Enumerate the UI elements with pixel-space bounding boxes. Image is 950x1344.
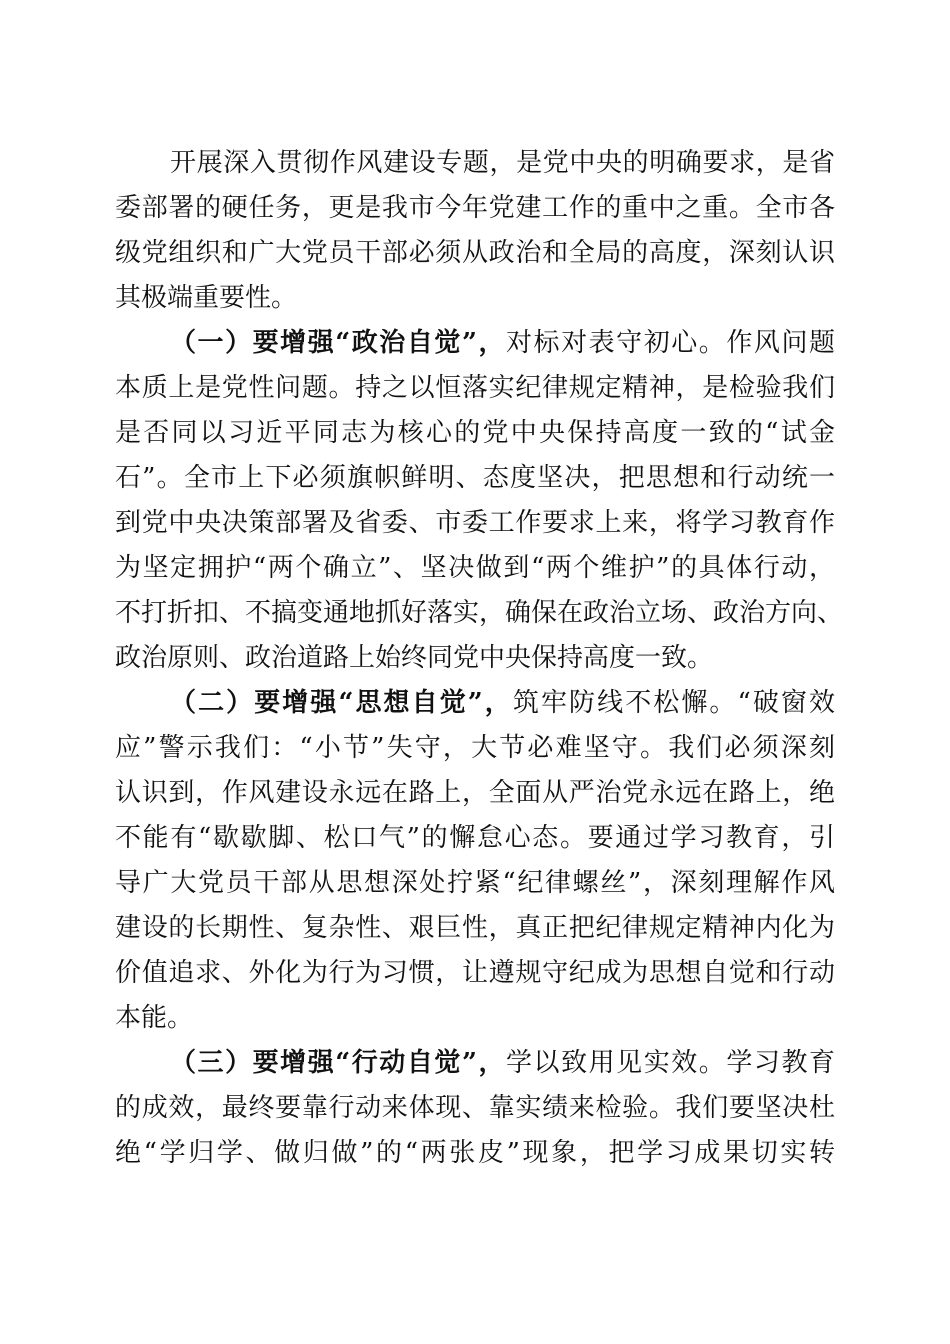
paragraph-line: 委部署的硬任务，更是我市今年党建工作的重中之重。全市各 <box>115 193 835 223</box>
paragraph-line: 价值追求、外化为行为习惯，让遵规守纪成为思想自觉和行动 <box>115 958 835 988</box>
paragraph-line: 本质上是党性问题。持之以恒落实纪律规定精神，是检验我们 <box>115 373 835 403</box>
paragraph-line: 绝“学归学、做归做”的“两张皮”现象，把学习成果切实转 <box>115 1138 835 1168</box>
section-1-first-line <box>170 323 835 363</box>
paragraph-line: 是否同以习近平同志为核心的党中央保持高度一致的“试金 <box>115 418 835 448</box>
paragraph-line: 开展深入贯彻作风建设专题，是党中央的明确要求，是省 <box>170 148 835 178</box>
paragraph-line: 应”警示我们：“小节”失守，大节必难坚守。我们必须深刻 <box>115 733 835 763</box>
section-2-first-line <box>170 683 835 723</box>
paragraph-line: 建设的长期性、复杂性、艰巨性，真正把纪律规定精神内化为 <box>115 913 835 943</box>
paragraph-line: 政治原则、政治道路上始终同党中央保持高度一致。 <box>115 643 714 673</box>
paragraph-line: 其极端重要性。 <box>115 283 298 313</box>
paragraph-line: 级党组织和广大党员干部必须从政治和全局的高度，深刻认识 <box>115 238 835 268</box>
paragraph-line: 的成效，最终要靠行动来体现、靠实绩来检验。我们要坚决杜 <box>115 1093 835 1123</box>
section-1-heading-rest: 对标对表守初心。作风问题 <box>506 328 835 358</box>
section-2-heading: （二）要增强“思想自觉”， <box>170 688 513 718</box>
paragraph-line: 不能有“歇歇脚、松口气”的懈怠心态。要通过学习教育，引 <box>115 823 835 853</box>
paragraph-line: 本能。 <box>115 1003 194 1033</box>
section-1-heading: （一）要增强“政治自觉”， <box>170 328 506 358</box>
section-3-heading: （三）要增强“行动自觉”， <box>170 1048 506 1078</box>
section-3-first-line <box>170 1043 835 1083</box>
paragraph-line: 认识到，作风建设永远在路上，全面从严治党永远在路上，绝 <box>115 778 835 808</box>
paragraph-line: 导广大党员干部从思想深处拧紧“纪律螺丝”，深刻理解作风 <box>115 868 835 898</box>
paragraph-line: 为坚定拥护“两个确立”、坚决做到“两个维护”的具体行动， <box>115 553 835 583</box>
section-3-heading-rest: 学以致用见实效。学习教育 <box>506 1048 835 1078</box>
section-2-heading-rest: 筑牢防线不松懈。“破窗效 <box>512 688 835 718</box>
paragraph-line: 到党中央决策部署及省委、市委工作要求上来，将学习教育作 <box>115 508 835 538</box>
paragraph-line: 不打折扣、不搞变通地抓好落实，确保在政治立场、政治方向、 <box>115 598 844 628</box>
paragraph-line: 石”。全市上下必须旗帜鲜明、态度坚决，把思想和行动统一 <box>115 463 835 493</box>
